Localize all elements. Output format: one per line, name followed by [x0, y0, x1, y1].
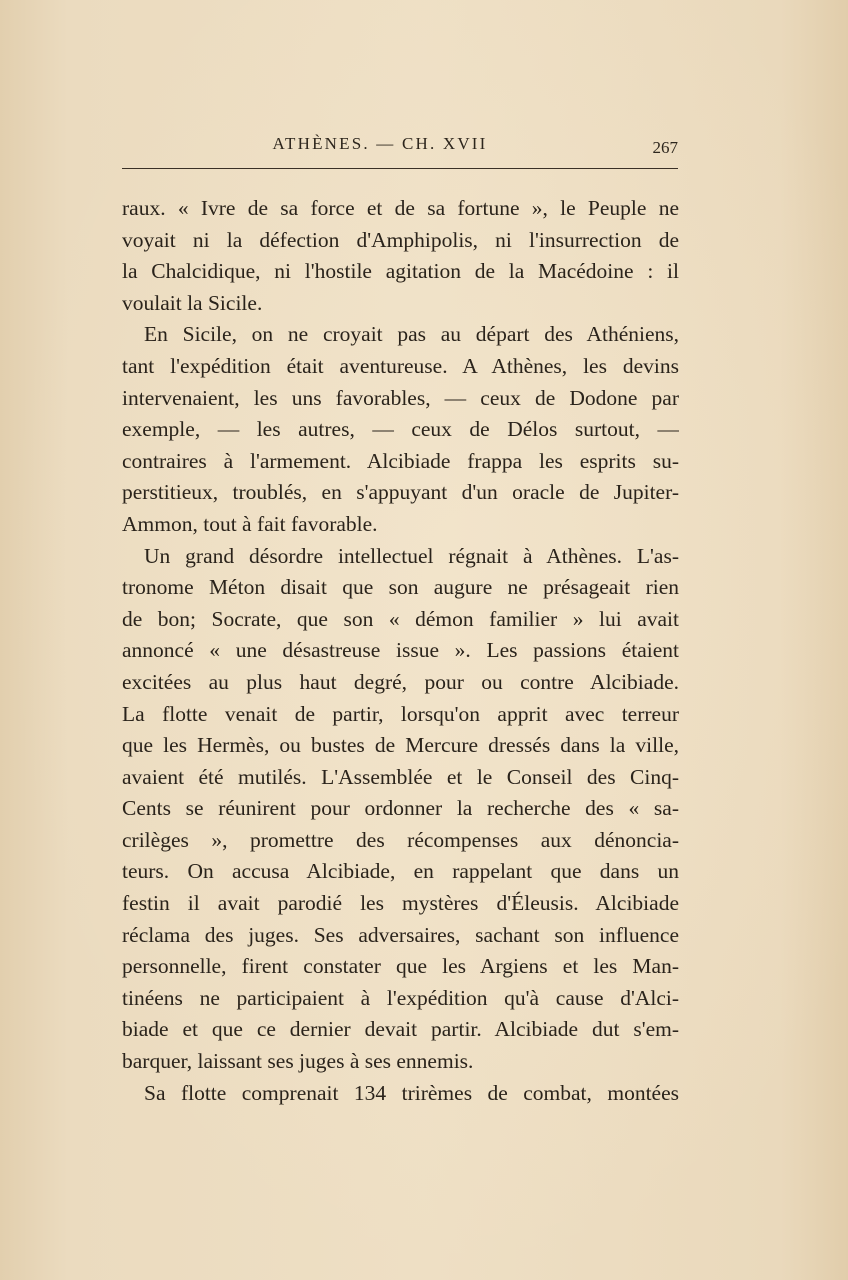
text-line: excitées au plus haut degré, pour ou contre Alcibiade.: [122, 669, 679, 694]
text-line: Sa flotte comprenait 134 trirèmes de combat, montées: [144, 1080, 679, 1105]
text-line: de bon; Socrate, que son « démon familier » lui avait: [122, 606, 679, 631]
body-text: [122, 193, 679, 1113]
text-line: Cents se réunirent pour ordonner la recherche des « sa-: [122, 796, 679, 821]
text-line: teurs. On accusa Alcibiade, en rappelant que dans un: [122, 859, 679, 884]
text-line: la Chalcidique, ni l'hostile agitation de la Macédoine : il: [122, 259, 679, 284]
text-line: annoncé « une désastreuse issue ». Les passions étaient: [122, 638, 679, 663]
page-header: [120, 130, 680, 160]
text-line: que les Hermès, ou bustes de Mercure dressés dans la ville,: [122, 733, 679, 758]
text-line: tant l'expédition était aventureuse. A Athènes, les devins: [122, 353, 679, 378]
text-line: Ammon, tout à fait favorable.: [122, 511, 378, 536]
text-line: barquer, laissant ses juges à ses ennemis.: [122, 1049, 474, 1074]
text-line: intervenaient, les uns favorables, — ceux de Dodone par: [122, 385, 679, 410]
text-line: voyait ni la défection d'Amphipolis, ni l'insurrection de: [122, 227, 679, 252]
text-line: contraires à l'armement. Alcibiade frappa les esprits su-: [122, 448, 679, 473]
text-line: tronome Méton disait que son augure ne présageait rien: [122, 575, 679, 600]
text-line: exemple, — les autres, — ceux de Délos surtout, —: [122, 417, 679, 442]
header-rule: [122, 168, 678, 169]
text-line: tinéens ne participaient à l'expédition qu'à cause d'Alci-: [122, 985, 679, 1010]
page-number: 267: [652, 138, 678, 157]
text-line: crilèges », promettre des récompenses aux dénoncia-: [122, 827, 679, 852]
text-line: avaient été mutilés. L'Assemblée et le Conseil des Cinq-: [122, 764, 679, 789]
running-head: ATHÈNES. — CH. XVII: [272, 134, 488, 153]
text-line: biade et que ce dernier devait partir. Alcibiade dut s'em-: [122, 1017, 679, 1042]
text-line: En Sicile, on ne croyait pas au départ des Athéniens,: [144, 322, 679, 347]
text-line: personnelle, firent constater que les Argiens et les Man-: [122, 954, 679, 979]
text-line: La flotte venait de partir, lorsqu'on apprit avec terreur: [122, 701, 679, 726]
text-line: réclama des juges. Ses adversaires, sachant son influence: [122, 922, 679, 947]
text-line: festin il avait parodié les mystères d'Éleusis. Alcibiade: [122, 891, 679, 916]
text-line: perstitieux, troublés, en s'appuyant d'un oracle de Jupiter-: [122, 480, 679, 505]
text-line: raux. « Ivre de sa force et de sa fortune », le Peuple ne: [122, 196, 679, 220]
text-line: voulait la Sicile.: [122, 290, 263, 315]
text-line: Un grand désordre intellectuel régnait à Athènes. L'as-: [144, 543, 679, 568]
